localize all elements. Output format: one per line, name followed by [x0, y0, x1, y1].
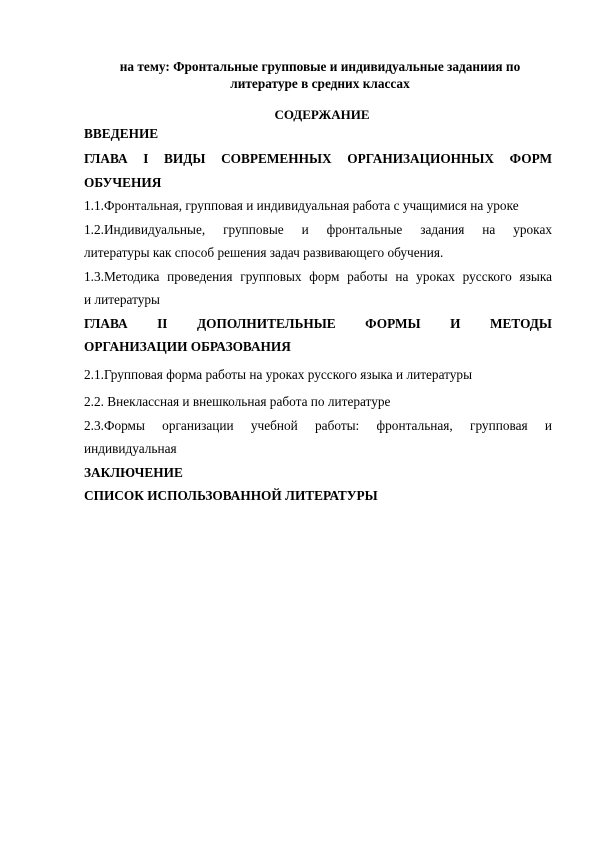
toc-section-2-1: 2.1.Групповая форма работы на уроках русского языка и литературы: [84, 366, 472, 382]
toc-conclusion: ЗАКЛЮЧЕНИЕ: [84, 464, 183, 480]
toc-chapter-2: ГЛАВА II ДОПОЛНИТЕЛЬНЫЕ ФОРМЫ И МЕТОДЫ ОРГАНИЗАЦИИ ОБРАЗОВАНИЯ: [84, 315, 552, 354]
title-line-2: литературе в средних классах: [230, 76, 410, 91]
toc-chapter-1: ГЛАВА I ВИДЫ СОВРЕМЕННЫХ ОРГАНИЗАЦИОННЫХ ФОРМ ОБУЧЕНИЯ: [84, 151, 552, 190]
toc-section-2-2: 2.2. Внеклассная и внешкольная работа по литературе: [84, 394, 391, 409]
toc-section-1-1: 1.1.Фронтальная, групповая и индивидуальная работа с учащимися на уроке: [84, 198, 519, 213]
toc-references: СПИСОК ИСПОЛЬЗОВАННОЙ ЛИТЕРАТУРЫ: [84, 488, 378, 503]
toc-section-1-3: 1.3.Методика проведения групповых форм работы на уроках русского языка и литературы: [84, 268, 552, 307]
toc-section-1-2: 1.2.Индивидуальные, групповые и фронтальные задания на уроках литературы как способ решения задач развивающего обучения.: [84, 221, 552, 260]
title-line-1: на тему: Фронтальные групповые и индивидуальные заданиия по: [119, 59, 521, 74]
contents-heading: СОДЕРЖАНИЕ: [274, 107, 370, 122]
toc-section-2-3: 2.3.Формы организации учебной работы: фронтальная, групповая и индивидуальная: [84, 417, 552, 456]
table-of-contents: [84, 125, 552, 508]
toc-intro: ВВЕДЕНИЕ: [84, 126, 159, 141]
document-title: [84, 58, 552, 92]
